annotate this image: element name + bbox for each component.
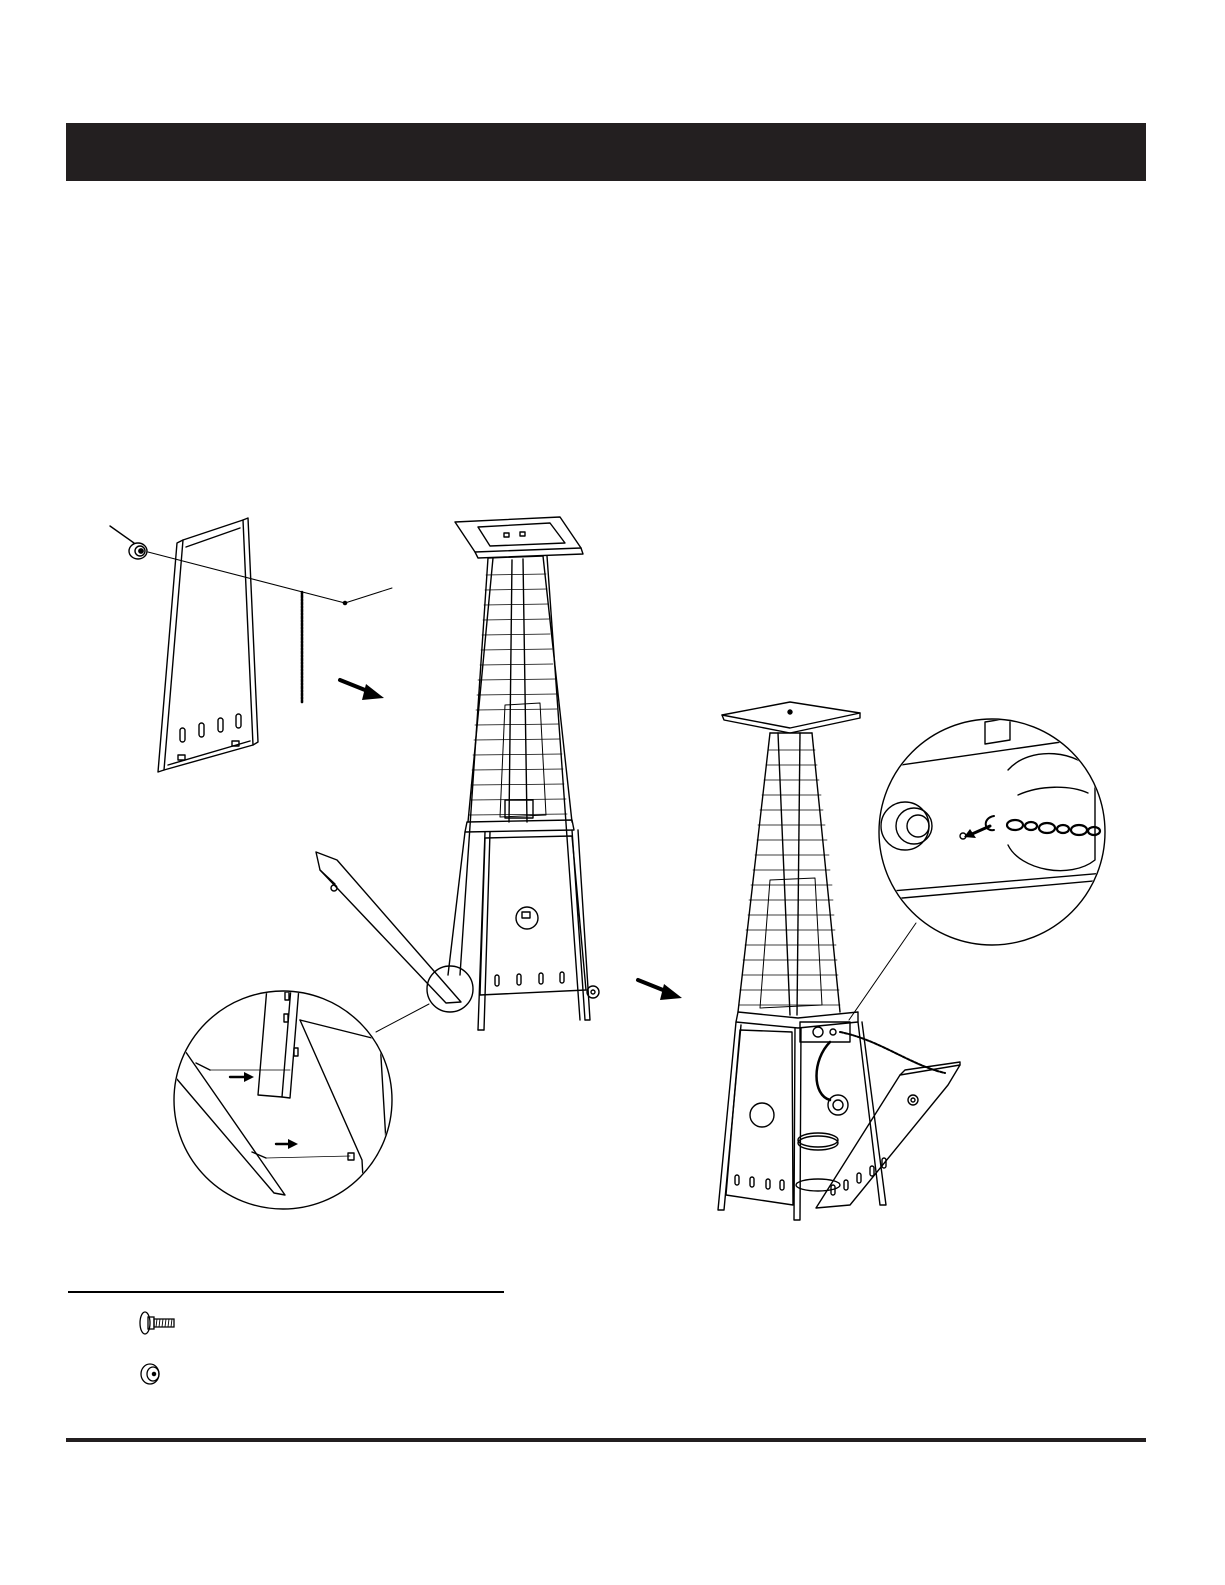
side-panel-exploded: [110, 518, 392, 772]
bolt-icon: [130, 1303, 180, 1343]
magnified-chain-detail: [879, 718, 1110, 945]
hardware-item-bolt: [130, 1303, 200, 1343]
direction-arrow: [340, 680, 384, 700]
direction-arrow: [638, 980, 682, 1000]
hardware-divider: [68, 1291, 504, 1293]
footer-divider: [66, 1438, 1146, 1442]
knob-icon: [129, 543, 147, 559]
pyramid-heater: [316, 517, 599, 1030]
knob-nut-icon: [130, 1353, 180, 1393]
magnified-detail: [174, 975, 392, 1215]
hardware-item-knob: [130, 1353, 200, 1393]
assembled-heater: [718, 702, 960, 1220]
